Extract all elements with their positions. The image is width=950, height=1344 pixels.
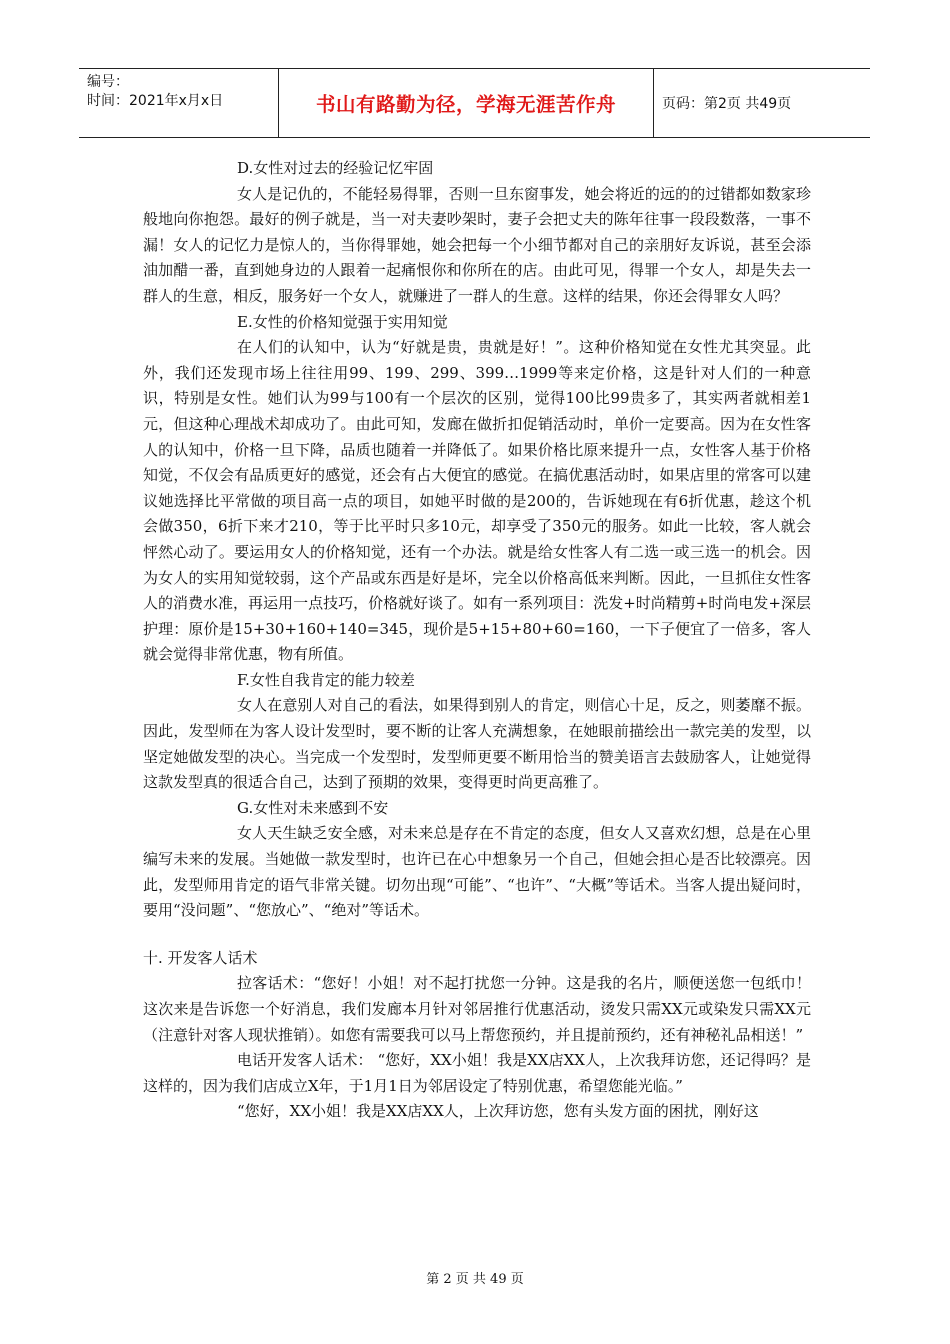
section-ten-title: 十. 开发客人话术 <box>143 948 258 967</box>
heading-f: F.女性自我肯定的能力较差 <box>237 670 415 689</box>
heading-d: D.女性对过去的经验记忆牢固 <box>237 159 434 177</box>
phone-script: 电话开发客人话术： “您好，XX小姐！我是XX店XX人，上次我拜访您，还记得吗？是这样的，因为我们店成立X年，于1月1日为邻居设定了特别优惠，希望您能光临。” <box>143 1051 811 1095</box>
document-body <box>143 156 811 1125</box>
page-header <box>79 68 870 138</box>
paragraph-d: 女人是记仇的，不能轻易得罪，否则一旦东窗事发，她会将近的远的的过错都如数家珍般地向你抱怨。最好的例子就是，当一对夫妻吵架时，妻子会把丈夫的陈年往事一段段数落，一事不漏！女人的记忆力是惊人的，当你得罪她，她会把每一个小细节都对自己的亲朋好友诉说，甚至会添油加醋一番，直到她身边的人跟着一起痛恨你和你所在的店。由此可见，得罪一个女人，却是失去一群人的生意，相反，服务好一个女人，就赚进了一群人的生意。这样的结果，你还会得罪女人吗？ <box>143 184 811 305</box>
paragraph-e: 在人们的认知中，认为“好就是贵，贵就是好！”。这种价格知觉在女性尤其突显。此外，我们还发现市场上往往用99、199、299、399…1999等来定价格，这是针对人们的一种意识，特别是女性。她们认为99与100有一个层次的区别，觉得100比99贵多了，其实两者就相差1元，但这种心理战术却成功了。由此可知，发廊在做折扣促销活动时，单价一定要高。因为在女性客人的认知中，价格一旦下降，品质也随着一并降低了。如果价格比原来提升一点，女性客人基于价格知觉，不仅会有品质更好的感觉，还会有占大便宜的感觉。在搞优惠活动时，如果店里的常客可以建议她选择比平常做的项目高一点的项目，如她平时做的是200的，告诉她现在有6折优惠，趁这个机会做350，6折下来才210，等于比平时只多10元，却享受了350元的服务。如此一比较，客人就会怦然心动了。要运用女人的价格知觉，还有一个办法。就是给女性客人有二选一或三选一的机会。因为女人的实用知觉较弱，这个产品或东西是好是坏，完全以价格高低来判断。因此，一旦抓住女性客人的消费水准，再运用一点技巧，价格就好谈了。如有一系列项目：洗发+时尚精剪+时尚电发+深层护理：原价是15+30+160+140=345，现价是5+15+80+60=160，一下子便宜了一倍多，客人就会觉得非常优惠，物有所值。 <box>143 338 811 664</box>
header-meta <box>79 69 279 137</box>
paragraph-f: 女人在意别人对自己的看法，如果得到别人的肯定，则信心十足，反之，则萎靡不振。因此，发型师在为客人设计发型时，要不断的让客人充满想象，在她眼前描绘出一款完美的发型，以坚定她做发型的决心。当完成一个发型时，发型师更要不断用恰当的赞美语言去鼓励客人，让她觉得这款发型真的很适合自己，达到了预期的效果，变得更时尚更高雅了。 <box>143 696 811 792</box>
header-page-info: 页码：第2页 共49页 <box>662 96 792 112</box>
heading-g: G.女性对未来感到不安 <box>237 798 389 817</box>
page-footer: 第 2 页 共 49 页 <box>426 1272 524 1287</box>
paragraph-g: 女人天生缺乏安全感，对未来总是存在不肯定的态度，但女人又喜欢幻想，总是在心里编写未来的发展。当她做一款发型时，也许已在心中想象另一个自己，但她会担心是否比较漂亮。因此，发型师用肯定的语气非常关键。切勿出现“可能”、“也许”、“大概”等话术。当客人提出疑问时，要用“没问题”、“您放心”、“绝对”等话术。 <box>143 824 811 920</box>
heading-e: E.女性的价格知觉强于实用知觉 <box>237 312 448 331</box>
solicit-script: 拉客话术：“您好！小姐！对不起打扰您一分钟。这是我的名片，顺便送您一包纸巾！这次来是告诉您一个好消息，我们发廊本月针对邻居推行优惠活动，烫发只需XX元或染发只需XX元（注意针对客人现状推销）。如您有需要我可以马上帮您预约，并且提前预约，还有神秘礼品相送！” <box>143 974 811 1044</box>
header-motto: 书山有路勤为径，学海无涯苦作舟 <box>279 69 654 137</box>
date-label: 时间：2021年x月x日 <box>87 93 224 109</box>
phone-script-2: “您好，XX小姐！我是XX店XX人，上次拜访您，您有头发方面的困扰，刚好这 <box>237 1102 759 1121</box>
serial-label: 编号： <box>87 74 129 90</box>
